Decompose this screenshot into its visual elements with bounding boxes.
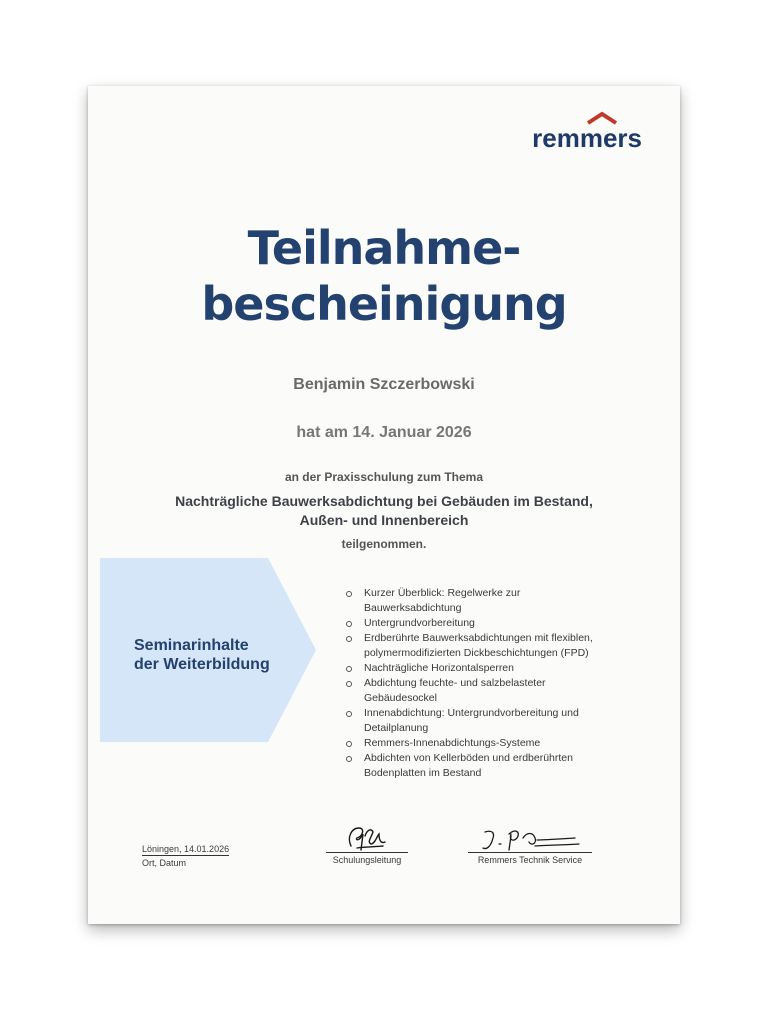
seminar-contents-list bbox=[342, 586, 642, 781]
heading-line-2: der Weiterbildung bbox=[134, 656, 270, 673]
seminar-contents-heading bbox=[134, 636, 270, 674]
remmers-logo bbox=[522, 110, 642, 154]
list-item: Innenabdichtung: Untergrundvorbereitung und Detailplanung bbox=[342, 706, 642, 736]
theme-intro: an der Praxisschulung zum Thema bbox=[284, 470, 484, 484]
participation-confirmation: teilgenommen. bbox=[341, 537, 427, 551]
bullet-icon bbox=[346, 756, 352, 762]
bullet-icon bbox=[346, 681, 352, 687]
list-item: Kurzer Überblick: Regelwerke zur Bauwerksabdichtung bbox=[342, 586, 642, 616]
bullet-icon bbox=[346, 666, 352, 672]
bullet-icon bbox=[346, 636, 352, 642]
signature-line bbox=[326, 852, 408, 853]
list-item: Abdichtung feuchte- und salzbelasteter Gebäudesockel bbox=[342, 676, 642, 706]
participant-name: Benjamin Szczerbowski bbox=[293, 376, 475, 393]
bullet-icon bbox=[346, 591, 352, 597]
handwritten-signature bbox=[337, 824, 397, 852]
list-item: Abdichten von Kellerböden und erdberührten Bodenplatten im Bestand bbox=[342, 751, 642, 781]
list-item: Remmers-Innenabdichtungs-Systeme bbox=[342, 736, 642, 751]
attendance-date: hat am 14. Januar 2026 bbox=[296, 424, 472, 441]
place-date-value: Löningen, 14.01.2026 bbox=[142, 844, 230, 854]
topic-line-1: Nachträgliche Bauwerksabdichtung bei Gebäuden im Bestand, bbox=[175, 493, 593, 509]
handwritten-signature bbox=[475, 826, 585, 852]
seminar-topic bbox=[88, 492, 680, 530]
training-lead-signature-block bbox=[326, 824, 408, 865]
bullet-icon bbox=[346, 621, 352, 627]
topic-line-2: Außen- und Innenbereich bbox=[299, 512, 469, 528]
list-item: Nachträgliche Horizontalsperren bbox=[342, 661, 642, 676]
title-line-2: bescheinigung bbox=[201, 277, 567, 331]
bullet-icon bbox=[346, 711, 352, 717]
list-item: Untergrundvorbereitung bbox=[342, 616, 642, 631]
list-item: Erdberührte Bauwerksabdichtungen mit flexiblen, polymermodifizierten Dickbeschichtungen (FPD) bbox=[342, 631, 642, 661]
training-lead-label: Schulungsleitung bbox=[332, 855, 402, 865]
bullet-icon bbox=[346, 741, 352, 747]
certificate-title bbox=[88, 220, 680, 332]
place-date-block bbox=[142, 844, 229, 868]
signature-line bbox=[468, 852, 592, 853]
title-line-1: Teilnahme- bbox=[247, 221, 521, 275]
certificate-sheet bbox=[88, 86, 680, 924]
logo-wordmark: remmers bbox=[532, 123, 642, 153]
service-signature-block bbox=[468, 826, 592, 865]
service-label: Remmers Technik Service bbox=[477, 855, 583, 865]
heading-line-1: Seminarinhalte bbox=[134, 637, 249, 654]
seminar-contents-arrow bbox=[100, 558, 316, 742]
place-date-label: Ort, Datum bbox=[142, 858, 187, 868]
